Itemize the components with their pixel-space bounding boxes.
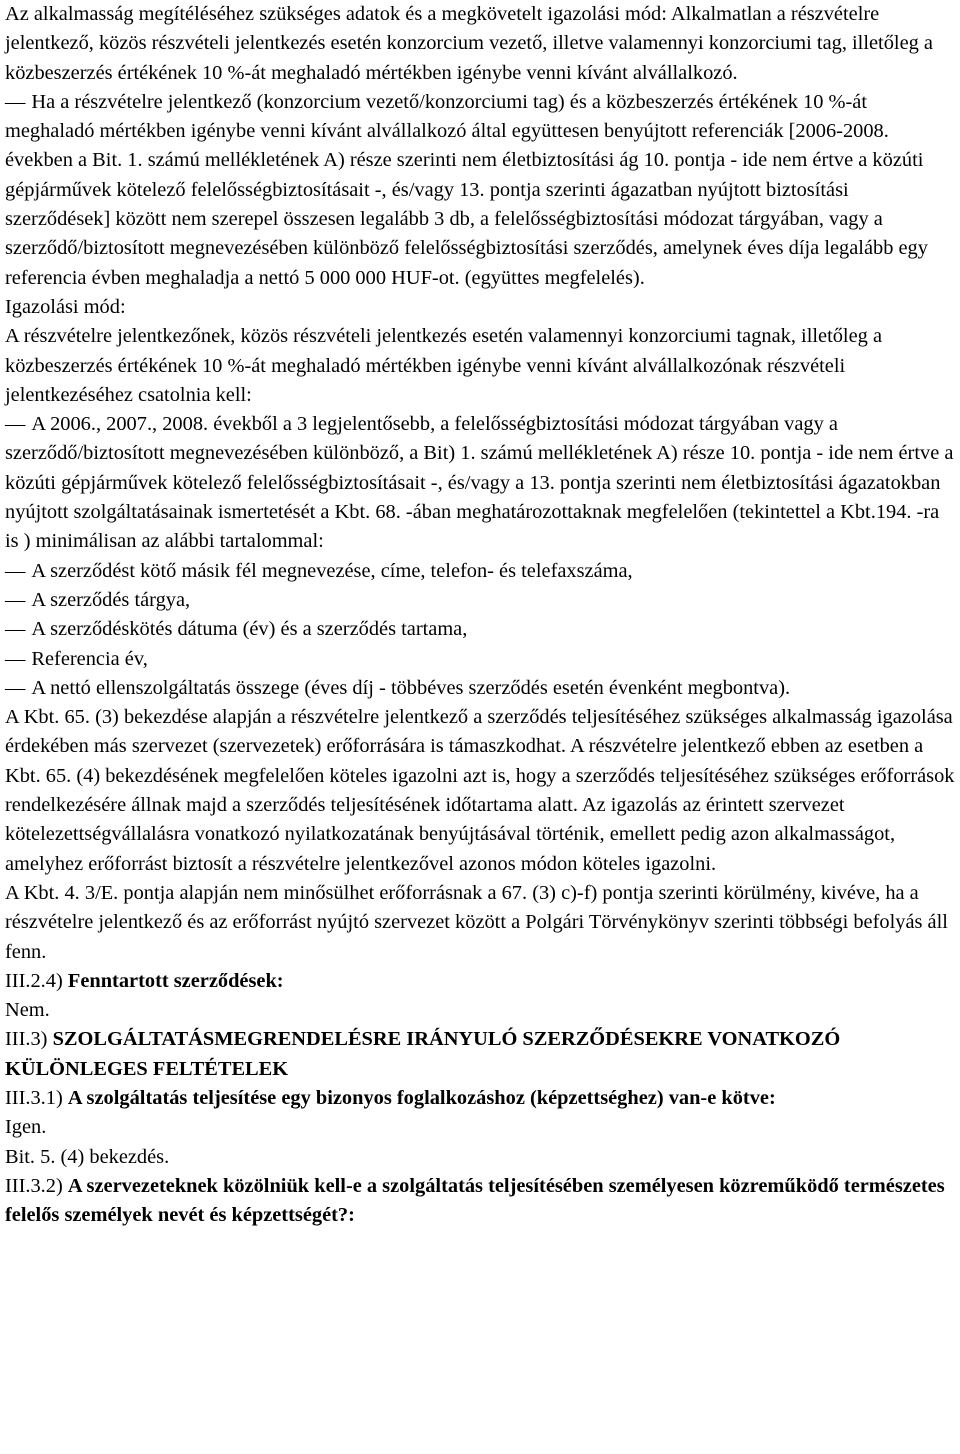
section-number: III.2.4) [5, 969, 63, 992]
section-heading-personnel [5, 1172, 956, 1231]
list-item-text: Referencia év, [31, 647, 148, 670]
list-item-text: A szerződéskötés dátuma (év) és a szerződés tartama, [31, 618, 468, 641]
paragraph-kbt-65: A Kbt. 65. (3) bekezdése alapján a részvételre jelentkező a szerződés teljesítéséhez szükséges alkalmasság igazolása érdekében más szervezet (szervezetek) erőforrására is támaszkodhat. A részvételre jelentkező ebben az esetben a Kbt. 65. (4) bekezdésének megfelelően köteles igazolni azt is, hogy a szerződés teljesítéséhez szükséges erőforrások rendelkezésére állnak majd a szerződés teljesítésének időtartama alatt. Az igazolás az érintett szervezet kötelezettségvállalásra vonatkozó nyilatkozatának benyújtásával történik, emellett pedig azon alkalmasságot, amelyhez erőforrást biztosít a részvételre jelentkezővel azonos módon köteles igazolni. [5, 706, 955, 875]
paragraph-references-requirement [5, 410, 956, 556]
paragraph-suitability-intro: Az alkalmasság megítéléséhez szükséges adatok és a megkövetelt igazolási mód: Alkalmatlan a részvételre jelentkező, közös részvételi jelentkezés esetén konzorcium vezető, illetve valamennyi konzorciumi tag, illetőleg a közbeszerzés értékének 10 %-át meghaladó mértékben igénybe venni kívánt alvállalkozó. [5, 3, 933, 84]
paragraph-unsuitable-condition [5, 88, 956, 293]
dash-bullet: — [5, 413, 26, 436]
section-heading-reserved-contracts [5, 967, 956, 996]
list-item-text: A szerződés tárgya, [31, 588, 191, 611]
section-title: A szervezeteknek közölniük kell-e a szolgáltatás teljesítésében személyesen közreműködő természetes felelős személyek nevét és képzettségét?: [5, 1174, 945, 1227]
answer-text: Nem. [5, 999, 50, 1022]
paragraph-text: A 2006., 2007., 2008. évekből a 3 legjelentősebb, a felelősségbiztosítási módozat tárgyában vagy a szerződő/biztosított megnevezésében különböző, a Bit) 1. számú mellékletének A) része 10. pontja - ide nem értve a közúti gépjárművek kötelező felelősségbiztosításait -, és/vagy a 13. pontja szerinti nem életbiztosítási ágazatokban nyújtott szolgáltatásainak ismertetését a Kbt. 68. -ában meghatározottaknak megfelelően (tekintettel a Kbt.194. -ra is ) minimálisan az alábbi tartalommal: [5, 413, 954, 553]
section-title: A szolgáltatás teljesítése egy bizonyos foglalkozáshoz (képzettséghez) van-e kötve: [67, 1086, 776, 1109]
paragraph-text: Ha a részvételre jelentkező (konzorcium vezető/konzorciumi tag) és a közbeszerzés értékének 10 %-át meghaladó mértékben igénybe venni kívánt alvállalkozó által együttesen benyújtott referenciák [2006-2008. években a Bit. 1. számú mellékletének A) része szerinti nem életbiztosítási ág 10. pontja - ide nem értve a közúti gépjárművek kötelező felelősségbiztosításait -, és/vagy 13. pontja szerinti ágazatban nyújtott biztosítási szerződések] között nem szerepel összesen legalább 3 db, a felelősségbiztosítási módozat tárgyában, vagy a szerződő/biztosított megnevezésében különböző felelősségbiztosítási szerződés, amelynek éves díja legalább egy referencia évben meghaladja a nettó 5 000 000 HUF-ot. (együttes megfelelés). [5, 90, 928, 289]
section-number: III.3.2) [5, 1174, 63, 1197]
list-item [5, 557, 956, 586]
list-item [5, 586, 956, 615]
list-item-text: A nettó ellenszolgáltatás összege (éves díj - többéves szerződés esetén évenként megbontva). [31, 676, 791, 699]
list-item-text: A szerződést kötő másik fél megnevezése, címe, telefon- és telefaxszáma, [31, 559, 633, 582]
legal-reference: Bit. 5. (4) bekezdés. [5, 1145, 170, 1168]
section-title: Fenntartott szerződések: [67, 969, 284, 992]
dash-bullet: — [5, 618, 26, 641]
dash-bullet: — [5, 90, 26, 113]
section-title: SZOLGÁLTATÁSMEGRENDELÉSRE IRÁNYULÓ SZERZŐDÉSEKRE VONATKOZÓ KÜLÖNLEGES FELTÉTELEK [5, 1028, 841, 1080]
dash-bullet: — [5, 647, 26, 670]
paragraph-verification-text: A részvételre jelentkezőnek, közös részvételi jelentkezés esetén valamennyi konzorciumi tagnak, illetőleg a közbeszerzés értékének 10 %-át meghaladó mértékben igénybe venni kívánt alvállalkozónak részvételi jelentkezéséhez csatolnia kell: [5, 325, 882, 406]
list-item [5, 615, 956, 644]
dash-bullet: — [5, 676, 26, 699]
dash-bullet: — [5, 559, 26, 582]
list-item [5, 674, 956, 703]
section-number: III.3.1) [5, 1086, 63, 1109]
answer-text: Igen. [5, 1116, 47, 1139]
section-heading-service-conditions [5, 1025, 956, 1084]
paragraph-kbt-4: A Kbt. 4. 3/E. pontja alapján nem minősülhet erőforrásnak a 67. (3) c)-f) pontja szerinti körülmény, kivéve, ha a részvételre jelentkező és az erőforrást nyújtó szervezet között a Polgári Törvénykönyv szerinti többségi befolyás áll fenn. [5, 881, 948, 963]
dash-bullet: — [5, 588, 26, 611]
list-item [5, 645, 956, 674]
paragraph-verification-heading: Igazolási mód: [5, 295, 126, 318]
section-heading-profession [5, 1084, 956, 1113]
section-number: III.3) [5, 1028, 48, 1051]
